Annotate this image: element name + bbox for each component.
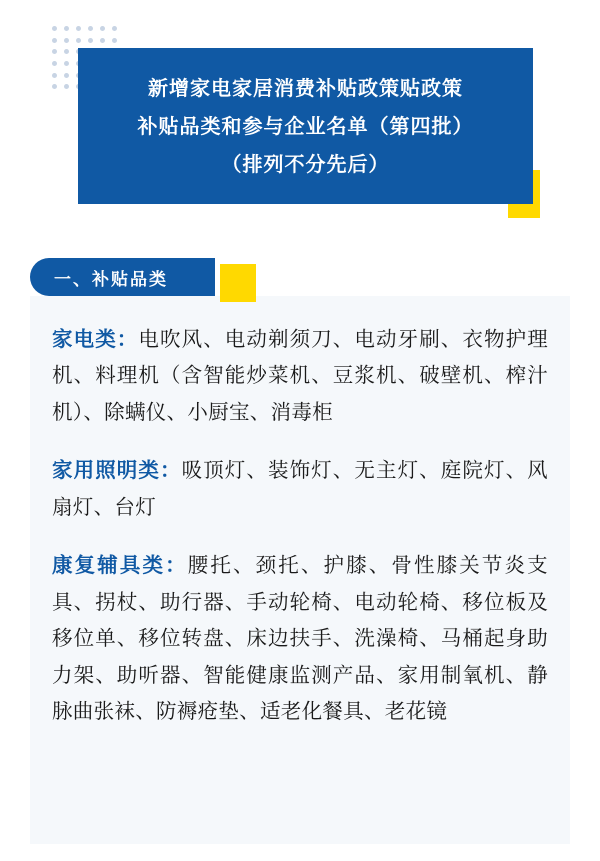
category-items-appliances: 电吹风、电动剃须刀、电动牙刷、衣物护理机、料理机（含智能炒菜机、豆浆机、破壁机、榨汁机）、除螨仪、小厨宝、消毒柜 <box>52 328 548 424</box>
section-heading-label: 一、补贴品类 <box>30 258 215 296</box>
category-paragraph-lighting <box>52 453 548 526</box>
category-paragraph-appliances <box>52 322 548 431</box>
title-line-3: （排列不分先后） <box>221 154 390 176</box>
category-paragraph-rehab <box>52 548 548 730</box>
category-label-rehab: 康复辅具类： <box>52 554 188 578</box>
section-heading <box>30 258 260 296</box>
category-items-lighting: 吸顶灯、装饰灯、无主灯、庭院灯、风扇灯、台灯 <box>52 459 548 519</box>
title-line-2: 补贴品类和参与企业名单（第四批） <box>137 116 474 138</box>
category-label-appliances: 家电类： <box>52 328 139 351</box>
category-label-lighting: 家用照明类： <box>52 459 182 483</box>
title-line-1: 新增家电家居消费补贴政策贴政策 <box>148 78 463 100</box>
category-list-card <box>30 296 570 844</box>
category-items-rehab: 腰托、颈托、护膝、骨性膝关节炎支具、拐杖、助行器、手动轮椅、电动轮椅、移位板及移位单、移位转盘、床边扶手、洗澡椅、马桶起身助力架、助听器、智能健康监测产品、家用制氧机、静脉曲张袜、防褥疮垫、适老化餐具、老花镜 <box>52 554 548 724</box>
section-yellow-accent <box>220 264 256 302</box>
banner-body <box>78 48 533 204</box>
title-banner <box>78 48 533 204</box>
